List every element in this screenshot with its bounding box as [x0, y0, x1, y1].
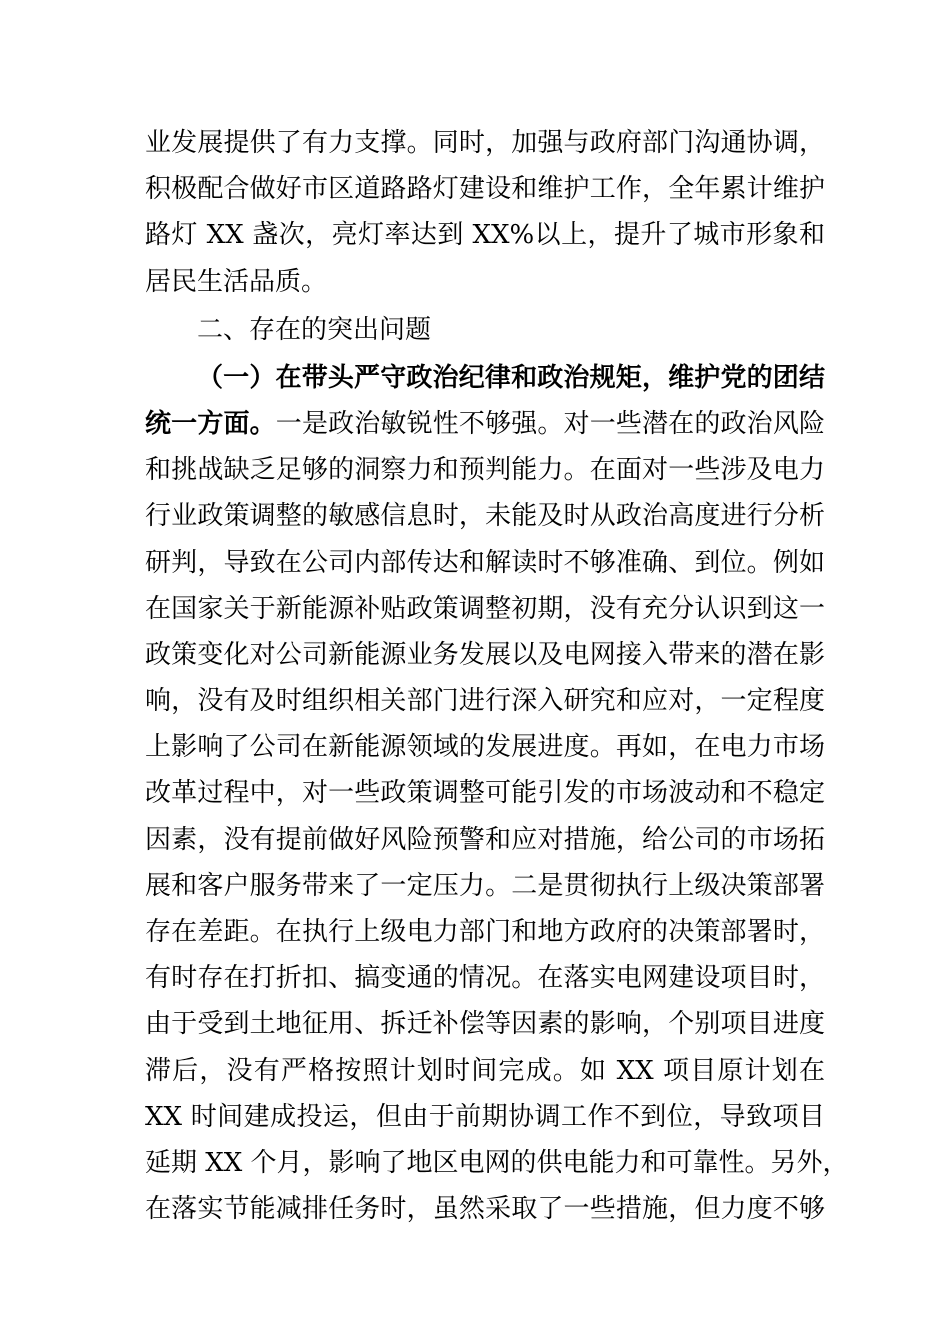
text-line: 存在差距。在执行上级电力部门和地方政府的决策部署时，: [145, 917, 825, 947]
text-line: 积极配合做好市区道路路灯建设和维护工作，全年累计维护: [145, 174, 825, 205]
section-heading: 二、存在的突出问题: [197, 314, 432, 345]
text-line: 延期 XX 个月，影响了地区电网的供电能力和可靠性。另外，: [145, 1147, 849, 1178]
text-line: 有时存在打折扣、搞变通的情况。在落实电网建设项目时，: [145, 963, 825, 994]
text-line: 滞后，没有严格按照计划时间完成。如 XX 项目原计划在: [145, 1055, 825, 1086]
text-line: 展和客户服务带来了一定压力。二是贯彻执行上级决策部署: [145, 870, 825, 901]
document-body: [145, 120, 849, 1232]
text-line: 上影响了公司在新能源领域的发展进度。再如，在电力市场: [145, 732, 825, 763]
text-line: 居民生活品质。: [145, 266, 328, 297]
text-span: 一是政治敏锐性不够强。对一些潜在的政治风险: [275, 408, 825, 439]
text-line: XX 时间建成投运，但由于前期协调工作不到位，导致项目: [145, 1101, 825, 1132]
text-line: 改革过程中，对一些政策调整可能引发的市场波动和不稳定: [145, 778, 825, 809]
subsection-heading: （一）在带头严守政治纪律和政治规矩，维护党的团结: [197, 362, 825, 393]
text-line: [145, 401, 825, 447]
text-line: 和挑战缺乏足够的洞察力和预判能力。在面对一些涉及电力: [145, 455, 825, 486]
text-line: 因素，没有提前做好风险预警和应对措施，给公司的市场拓: [145, 824, 825, 855]
text-line: 行业政策调整的敏感信息时，未能及时从政治高度进行分析: [145, 501, 825, 532]
text-line: 由于受到土地征用、拆迁补偿等因素的影响，个别项目进度: [145, 1009, 825, 1040]
text-line: 在落实节能减排任务时，虽然采取了一些措施，但力度不够: [145, 1194, 825, 1225]
subsection-heading-end: 统一方面。: [145, 408, 276, 439]
text-line: 响，没有及时组织相关部门进行深入研究和应对，一定程度: [145, 686, 825, 717]
text-line: 政策变化对公司新能源业务发展以及电网接入带来的潜在影: [145, 639, 825, 670]
text-line: 研判，导致在公司内部传达和解读时不够准确、到位。例如: [145, 547, 825, 578]
text-line: 在国家关于新能源补贴政策调整初期，没有充分认识到这一: [145, 593, 825, 624]
text-line: 路灯 XX 盏次，亮灯率达到 XX%以上，提升了城市形象和: [145, 220, 825, 251]
text-line: 业发展提供了有力支撑。同时，加强与政府部门沟通协调，: [145, 128, 825, 158]
